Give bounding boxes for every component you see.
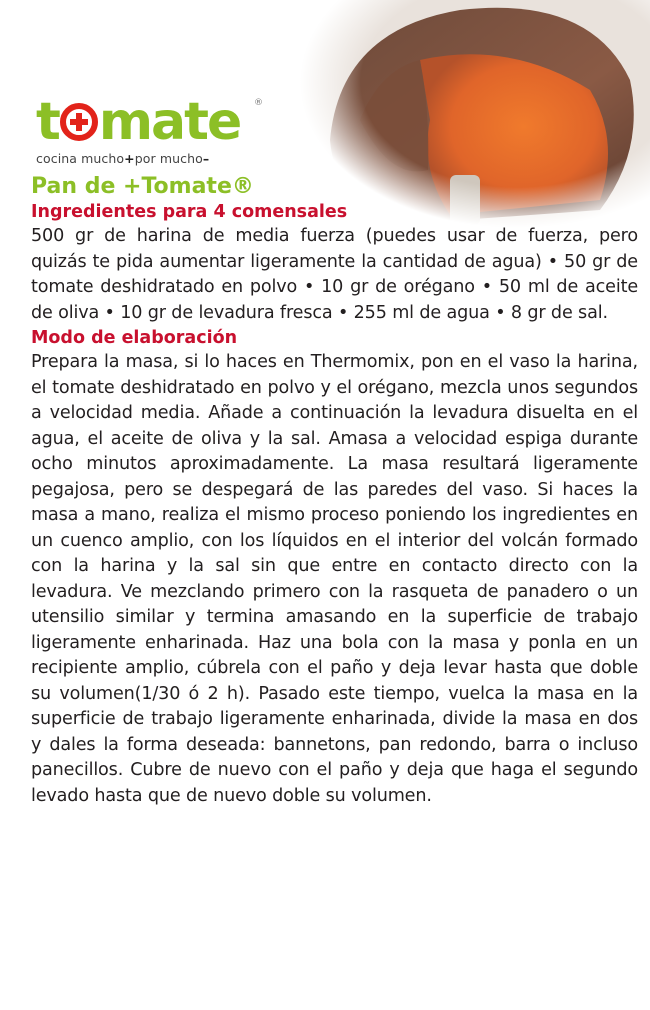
tagline-part1: cocina mucho <box>36 151 125 166</box>
ingredients-heading: Ingredientes para 4 comensales <box>31 202 348 222</box>
tagline-plus: + <box>124 151 135 166</box>
plus-circle-icon <box>60 103 98 141</box>
recipe-content <box>31 174 638 809</box>
tagline-part2: por mucho <box>134 151 203 166</box>
logo-letters-mate: mate <box>98 92 241 152</box>
ingredients-text: 500 gr de harina de media fuerza (puedes usar de fuerza, pero quizás te pida aumentar ligeramente la cantidad de agua) • 50 gr de tomate deshidratado en polvo • 10 gr de orégano • 50 ml de aceite de oliva • 10 gr de levadura fresca • 255 ml de agua • 8 gr de sal. <box>31 226 638 323</box>
recipe-title: Pan de +Tomate® <box>31 174 254 199</box>
registered-mark: ® <box>254 98 263 108</box>
method-text: Prepara la masa, si lo haces en Thermomix, pon en el vaso la harina, el tomate deshidratado en polvo y el orégano, mezcla unos segundos a velocidad media. Añade a continuación la levadura disuelta en el agua, el aceite de oliva y la sal. Amasa a velocidad espiga durante ocho minutos aproximadamente. La masa resultará ligeramente pegajosa, pero se despegará de las paredes del vaso. Si haces la masa a mano, realiza el mismo proceso poniendo los ingredientes en un cuenco amplio, con los líquidos en el interior del volcán formado con la harina y la sal sin que entre en contacto directo con la levadura. Ve mezclando primero con la rasqueta de panadero o un utensilio similar y termina amasando en la superficie de trabajo ligeramente enharinada. Haz una bola con la masa y ponla en un recipiente amplio, cúbrela con el paño y deja levar hasta que doble su volumen(1/30 ó 2 h). Pasado este tiempo, vuelca la masa en la superficie de trabajo ligeramente enharinada, divide la masa en dos y dales la forma deseada: bannetons, pan redondo, barra o incluso panecillos. Cubre de nuevo con el paño y deja que haga el segundo levado hasta que de nuevo doble su volumen. <box>31 352 638 806</box>
tomate-logo <box>36 92 266 166</box>
method-heading: Modo de elaboración <box>31 328 238 348</box>
logo-tagline <box>36 151 266 166</box>
tagline-minus: – <box>202 151 210 166</box>
logo-letter-t: t <box>36 92 59 152</box>
logo-wordmark <box>36 92 266 152</box>
